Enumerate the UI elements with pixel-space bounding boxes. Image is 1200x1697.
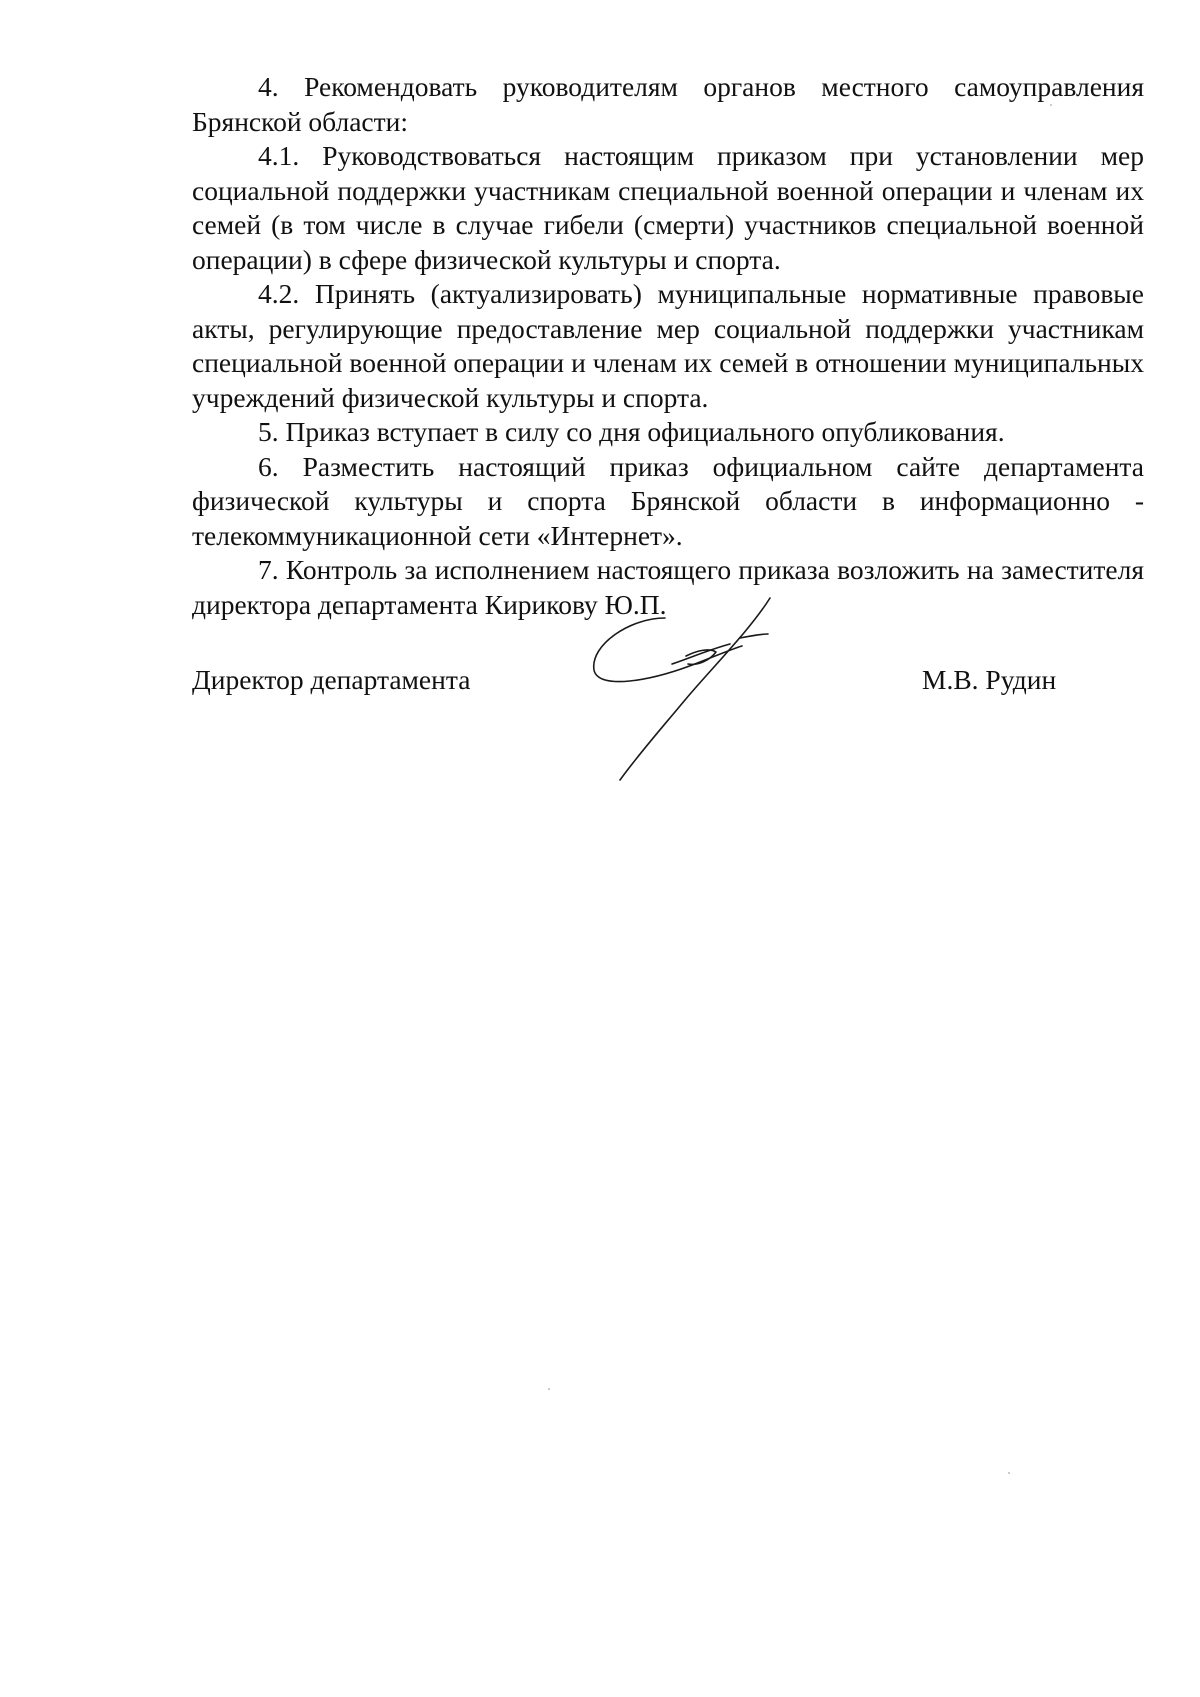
- handwritten-signature-icon: [590, 590, 820, 790]
- scan-speck: [1008, 1472, 1010, 1474]
- paragraph-item-4-2: 4.2. Принять (актуализировать) муниципальные нормативные правовые акты, регулирующие предоставление мер социальной поддержки участникам специальной военной операции и членам их семей в отношении муниципальных учреждений физической культуры и спорта.: [192, 278, 1144, 413]
- paragraph-item-7: 7. Контроль за исполнением настоящего приказа возложить на заместителя директора департамента Кирикову Ю.П.: [192, 554, 1144, 620]
- document-body: [192, 70, 1144, 622]
- paragraph-item-6: 6. Разместить настоящий приказ официальном сайте департамента физической культуры и спорта Брянской области в информационно - телекоммуникационной сети «Интернет».: [192, 450, 1144, 551]
- signatory-name: М.В. Рудин: [922, 664, 1057, 695]
- paragraph-item-4-1: 4.1. Руководствоваться настоящим приказом при установлении мер социальной поддержки участникам специальной военной операции и членам их семей (в том числе в случае гибели (смерти) участников специальной военной операции) в сфере физической культуры и спорта.: [192, 140, 1144, 275]
- paragraph-item-4: 4. Рекомендовать руководителям органов местного самоуправления Брянской области:: [192, 71, 1144, 137]
- scan-speck: [1050, 104, 1052, 106]
- paragraph-item-5: 5. Приказ вступает в силу со дня официального опубликования.: [258, 416, 1005, 447]
- scan-speck: [548, 1388, 550, 1390]
- signatory-title: Директор департамента: [192, 664, 471, 695]
